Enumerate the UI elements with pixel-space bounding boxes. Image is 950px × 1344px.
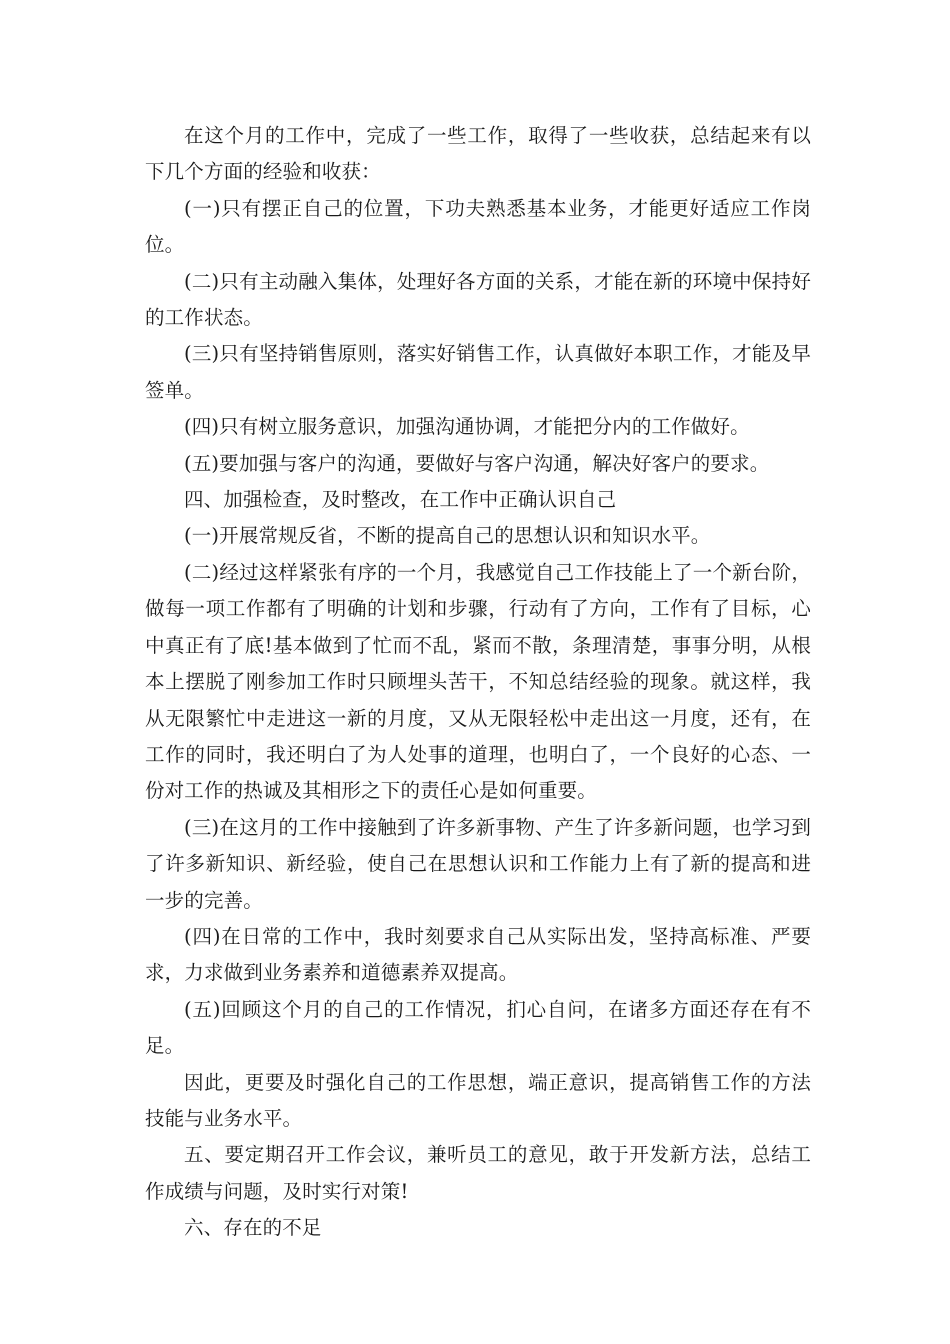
section-heading-5: 五、要定期召开工作会议，兼听员工的意见，敢于开发新方法，总结工作成绩与问题，及时实行对策!: [145, 1143, 811, 1203]
paragraph-item-4: (四)只有树立服务意识，加强沟通协调，才能把分内的工作做好。: [184, 415, 750, 439]
paragraph-intro: 在这个月的工作中，完成了一些工作，取得了一些收获，总结起来有以下几个方面的经验和收获：: [145, 124, 811, 184]
paragraph-item-1: (一)只有摆正自己的位置，下功夫熟悉基本业务，才能更好适应工作岗位。: [145, 196, 811, 257]
section-heading-6: 六、存在的不足: [184, 1216, 322, 1240]
paragraph-item-5: (五)要加强与客户的沟通，要做好与客户沟通，解决好客户的要求。: [184, 451, 770, 475]
paragraph-section4-item-5: (五)回顾这个月的自己的工作情况，扪心自问，在诸多方面还存在有不足。: [145, 997, 811, 1058]
paragraph-section4-item-2: (二)经过这样紧张有序的一个月，我感觉自己工作技能上了一个新台阶，做每一项工作都有了明确的计划和步骤，行动有了方向，工作有了目标，心中真正有了底!基本做到了忙而不乱，紧而不散，条理清楚，事事分明，从根本上摆脱了刚参加工作时只顾埋头苦干，不知总结经验的现象。就这样，我从无限繁忙中走进这一新的月度，又从无限轻松中走出这一月度，还有，在工作的同时，我还明白了为人处事的道理，也明白了，一个良好的心态、一份对工作的热诚及其相形之下的责任心是如何重要。: [145, 560, 811, 803]
document-body: [145, 118, 811, 1247]
paragraph-section4-item-4: (四)在日常的工作中，我时刻要求自己从实际出发，坚持高标准、严要求，力求做到业务素养和道德素养双提高。: [145, 924, 811, 985]
paragraph-therefore: 因此，更要及时强化自己的工作思想，端正意识，提高销售工作的方法技能与业务水平。: [145, 1070, 811, 1130]
paragraph-section4-item-1: (一)开展常规反省，不断的提高自己的思想认识和知识水平。: [184, 524, 711, 548]
paragraph-section4-item-3: (三)在这月的工作中接触到了许多新事物、产生了许多新问题，也学习到了许多新知识、新经验，使自己在思想认识和工作能力上有了新的提高和进一步的完善。: [145, 815, 811, 912]
paragraph-item-3: (三)只有坚持销售原则，落实好销售工作，认真做好本职工作，才能及早签单。: [145, 342, 811, 402]
paragraph-item-2: (二)只有主动融入集体，处理好各方面的关系，才能在新的环境中保持好的工作状态。: [145, 269, 811, 330]
section-heading-4: 四、加强检查，及时整改，在工作中正确认识自己: [184, 488, 617, 512]
